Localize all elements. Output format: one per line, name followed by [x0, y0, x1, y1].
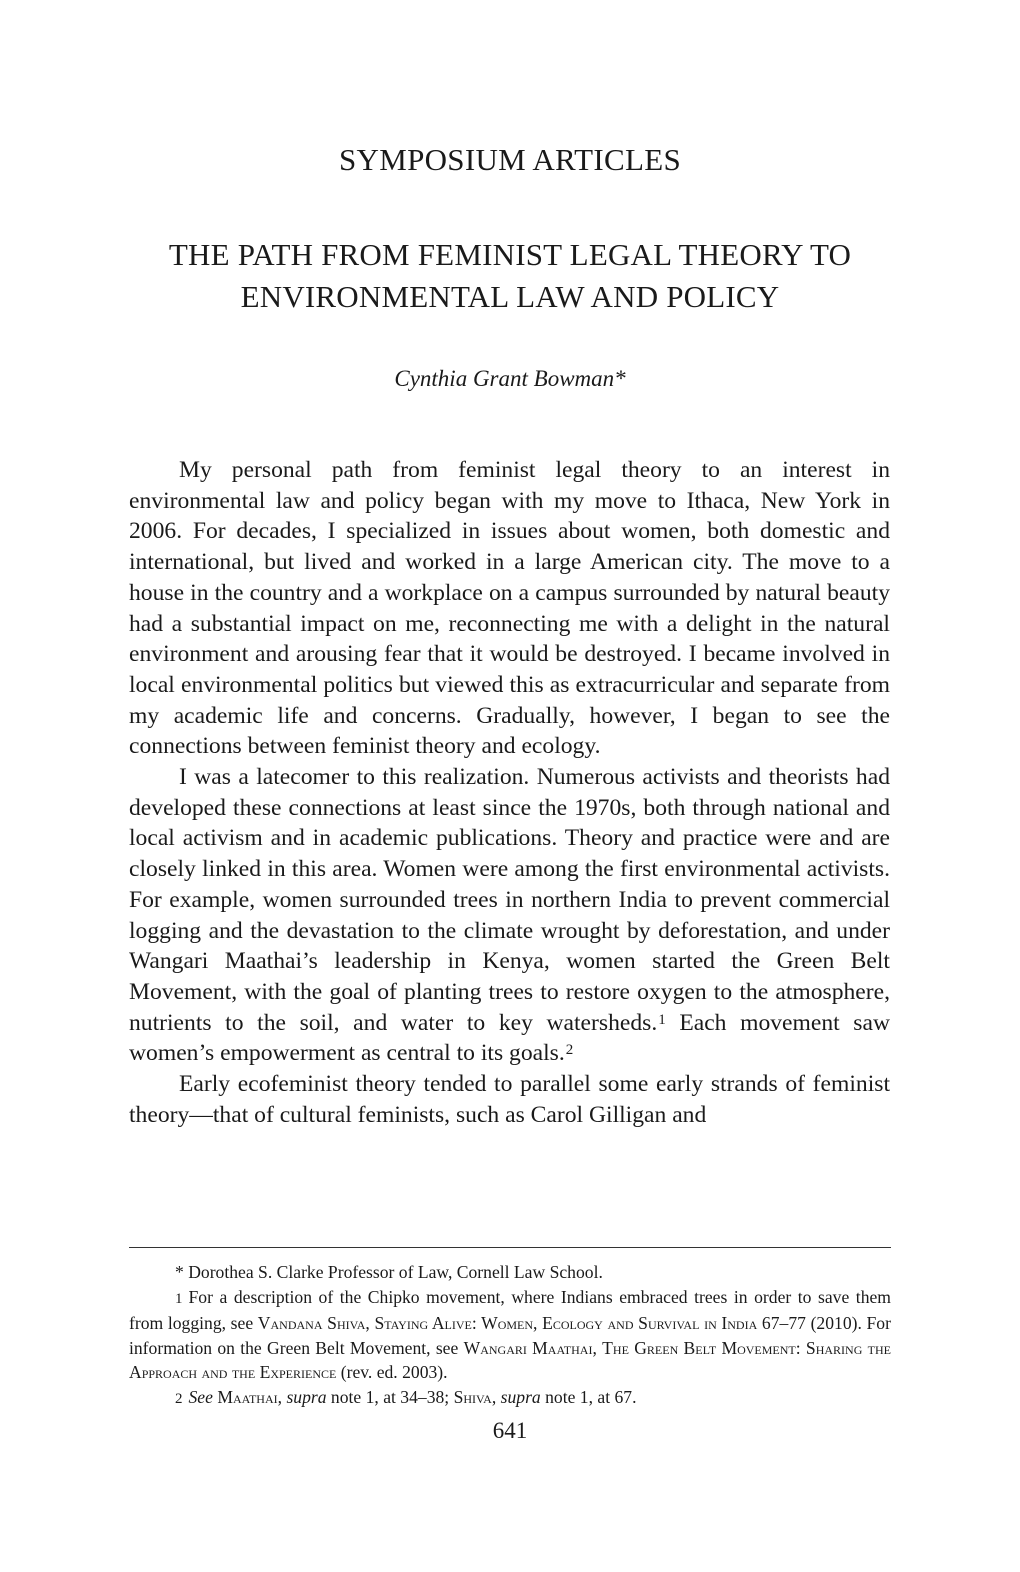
footnote-2-number: 2 — [175, 1390, 183, 1407]
footnote-1-text: (rev. ed. 2003). — [336, 1362, 448, 1383]
footnote-1-text: , — [365, 1313, 375, 1334]
body-paragraph-3: Early ecofeminist theory tended to parallel some early strands of feminist theory—that of cultural feminists, such as Carol Gilligan and — [129, 1071, 890, 1128]
footnote-2-text: , — [277, 1386, 287, 1407]
footnote-1-text: 67–77 (2010). For information on the Green Belt Movement, see — [129, 1313, 891, 1358]
signal-supra: supra — [500, 1386, 541, 1407]
body-paragraph-2 — [129, 762, 890, 1069]
footnote-2-text: , — [491, 1386, 501, 1407]
body-paragraph-2-text-a: I was a latecomer to this realization. Numerous activists and theorists had developed these connections at least since the 1970s, both through national and local activism and in academic publications. Theory and practice were and are closely linked in this area. Women were among the first environmental activists. For example, women surrounded trees in northern India to prevent commercial logging and the devastation to the climate wrought by deforestation, and under Wangari Maathai’s leadership in Kenya, women started the Green Belt Movement, with the goal of planting trees to restore oxygen to the atmosphere, nutrients to the soil, and water to key watersheds. — [129, 764, 890, 1036]
citation-title: Staying Alive: Women, Ecology and Survival in India — [374, 1313, 758, 1334]
body-paragraph-2-text-b: Each movement saw women’s empowerment as central to its goals. — [129, 1009, 890, 1067]
footnote-ref-1: 1 — [658, 1011, 666, 1028]
footnote-2-text: note 1, at 67. — [540, 1386, 637, 1407]
article-title-line-2: ENVIRONMENTAL LAW AND POLICY — [240, 279, 780, 314]
footnote-1-text: For a description of the Chipko movement, where Indians embraced trees in order to save them from logging, see — [129, 1286, 891, 1334]
footnote-2 — [129, 1385, 891, 1412]
footnote-1-number: 1 — [175, 1290, 183, 1307]
citation-author: Wangari Maathai — [463, 1337, 593, 1358]
article-title-line-1: THE PATH FROM FEMINIST LEGAL THEORY TO — [168, 237, 852, 272]
footnote-divider — [129, 1247, 891, 1248]
body-paragraph-1: My personal path from feminist legal theory to an interest in environmental law and policy began with my move to Ithaca, New York in 2006. For decades, I specialized in issues about women, both domestic and international, but lived and worked in a large American city. The move to a house in the country and a workplace on a campus surrounded by natural beauty had a substantial impact on me, reconnecting me with a delight in the natural environment and arousing fear that it would be destroyed. I became involved in local environmental politics but viewed this as extracurricular and separate from my academic life and concerns. Gradually, however, I began to see the connections between feminist theory and ecology. — [129, 457, 890, 760]
page-number: 641 — [492, 1418, 528, 1443]
citation-author: Maathai — [217, 1386, 278, 1407]
signal-see: See — [188, 1386, 213, 1407]
section-heading: SYMPOSIUM ARTICLES — [338, 142, 682, 177]
footnote-ref-2: 2 — [565, 1042, 574, 1059]
citation-author: Shiva — [453, 1386, 492, 1407]
footnote-star: * Dorothea S. Clarke Professor of Law, Cornell Law School. — [175, 1262, 603, 1282]
signal-supra: supra — [286, 1386, 327, 1407]
footnote-1 — [129, 1285, 891, 1385]
citation-author: Vandana Shiva — [257, 1313, 366, 1334]
footnotes — [129, 1260, 891, 1412]
article-title — [110, 234, 910, 318]
author-byline: Cynthia Grant Bowman* — [394, 366, 626, 391]
footnote-1-text: , — [592, 1337, 603, 1358]
article-body — [129, 455, 890, 1130]
citation-title: The Green Belt Movement: Sharing the Approach and the Experience — [129, 1337, 892, 1383]
footnote-2-text: note 1, at 34–38; — [326, 1386, 454, 1407]
